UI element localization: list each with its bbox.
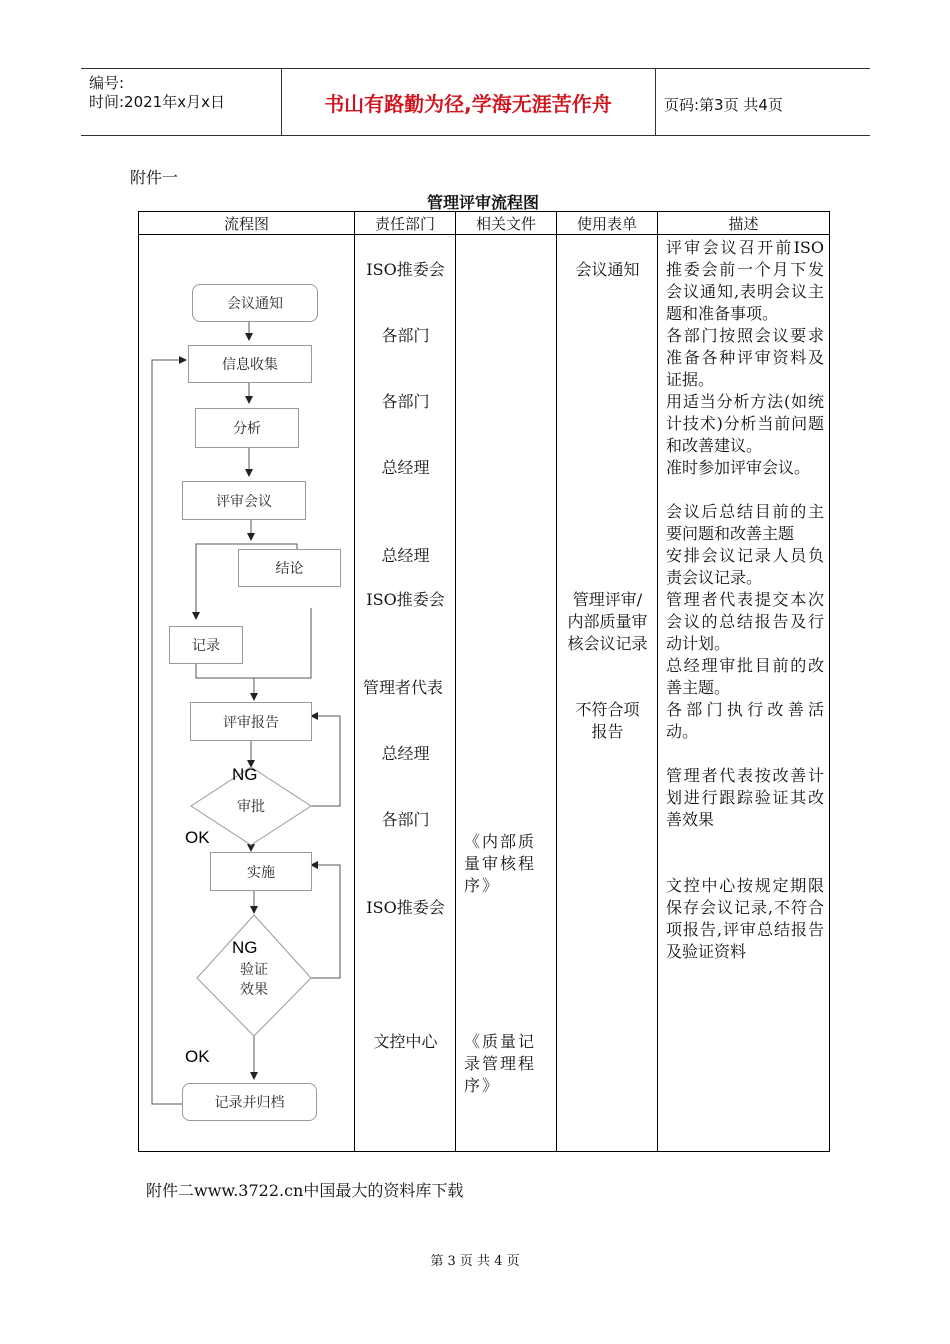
column-header-description: 描述 [658, 212, 830, 235]
description-item: 文控中心按规定期限保存会议记录,不符合项报告,评审总结报告及验证资料 [666, 876, 824, 961]
flow-review-meeting: 评审会议 [182, 481, 306, 520]
department-item: 总经理 [381, 744, 430, 763]
flowchart-cell [139, 235, 355, 1152]
header-divider-right [655, 68, 656, 136]
page-info: 页码:第3页 共4页 [664, 96, 783, 114]
header-top-rule [81, 68, 870, 69]
description-item: 安排会议记录人员负责会议记录。 [666, 546, 824, 587]
description-item: 各部门执行改善活动。 [666, 700, 824, 741]
description-item: 用适当分析方法(如统计技术)分析当前问题和改善建议。 [666, 392, 824, 455]
flow-verify-label-line2: 效果 [240, 982, 268, 998]
flow-collect-info: 信息收集 [188, 345, 312, 383]
department-item: ISO推委会 [366, 260, 445, 279]
description-cell [658, 235, 830, 1152]
form-item: 管理评审/内部质量审核会议记录 [567, 590, 648, 653]
department-item: 各部门 [381, 326, 430, 345]
description-item: 管理者代表提交本次会议的总结报告及行动计划。 [666, 590, 824, 653]
document-time: 时间:2021年x月x日 [89, 93, 225, 111]
document-item: 《内部质量审核程序》 [464, 832, 537, 895]
document-number-label: 编号: [89, 74, 125, 92]
description-item: 会议后总结目前的主要问题和改善主题 [666, 502, 824, 543]
department-item: 总经理 [381, 546, 430, 565]
description-block [658, 237, 830, 963]
flow-record: 记录 [169, 626, 243, 664]
process-table [138, 211, 830, 1152]
table-header-row [139, 212, 830, 235]
verify-ok-label: OK [185, 1047, 210, 1066]
approval-ok-label: OK [185, 828, 210, 847]
department-item: 总经理 [381, 458, 430, 477]
column-header-documents: 相关文件 [456, 212, 557, 235]
department-cell [355, 235, 456, 1152]
attachment-two-line: 附件二www.3722.cn中国最大的资料库下载 [146, 1181, 464, 1200]
flow-verify-label-line1: 验证 [240, 962, 268, 978]
flow-meeting-notice: 会议通知 [192, 284, 318, 322]
description-item: 管理者代表按改善计划进行跟踪验证其改善效果 [666, 766, 824, 829]
page-footer: 第 3 页 共 4 页 [430, 1254, 520, 1269]
department-item: 管理者代表 [363, 678, 444, 697]
documents-cell [456, 235, 557, 1152]
table-body-row [139, 235, 830, 1152]
flow-analysis: 分析 [195, 408, 299, 448]
attachment-one-label: 附件一 [130, 168, 179, 187]
flow-conclusion: 结论 [238, 549, 341, 587]
forms-cell [557, 235, 658, 1152]
approval-ng-label: NG [232, 765, 258, 784]
form-item: 会议通知 [575, 260, 640, 279]
flow-archive: 记录并归档 [182, 1083, 317, 1121]
header-motto: 书山有路勤为径,学海无涯苦作舟 [324, 91, 612, 116]
header-bottom-rule [81, 135, 870, 136]
description-item: 评审会议召开前ISO推委会前一个月下发会议通知,表明会议主题和准备事项。 [666, 238, 824, 323]
department-item: 各部门 [381, 810, 430, 829]
column-header-forms: 使用表单 [557, 212, 658, 235]
description-item: 准时参加评审会议。 [666, 458, 811, 477]
flow-implement: 实施 [210, 852, 312, 891]
description-item: 总经理审批目前的改善主题。 [666, 656, 824, 697]
department-item: 各部门 [381, 392, 430, 411]
column-header-flowchart: 流程图 [139, 212, 355, 235]
flow-approval-label: 审批 [237, 799, 265, 815]
document-item: 《质量记录管理程序》 [464, 1032, 537, 1095]
column-header-department: 责任部门 [355, 212, 456, 235]
department-item: 文控中心 [373, 1032, 438, 1051]
flow-review-report: 评审报告 [190, 702, 312, 741]
department-item: ISO推委会 [366, 898, 445, 917]
table-title: 管理评审流程图 [426, 193, 539, 212]
department-item: ISO推委会 [366, 590, 445, 609]
description-item: 各部门按照会议要求准备各种评审资料及证据。 [666, 326, 824, 389]
verify-ng-label: NG [232, 938, 258, 957]
form-item: 不符合项报告 [575, 700, 640, 741]
